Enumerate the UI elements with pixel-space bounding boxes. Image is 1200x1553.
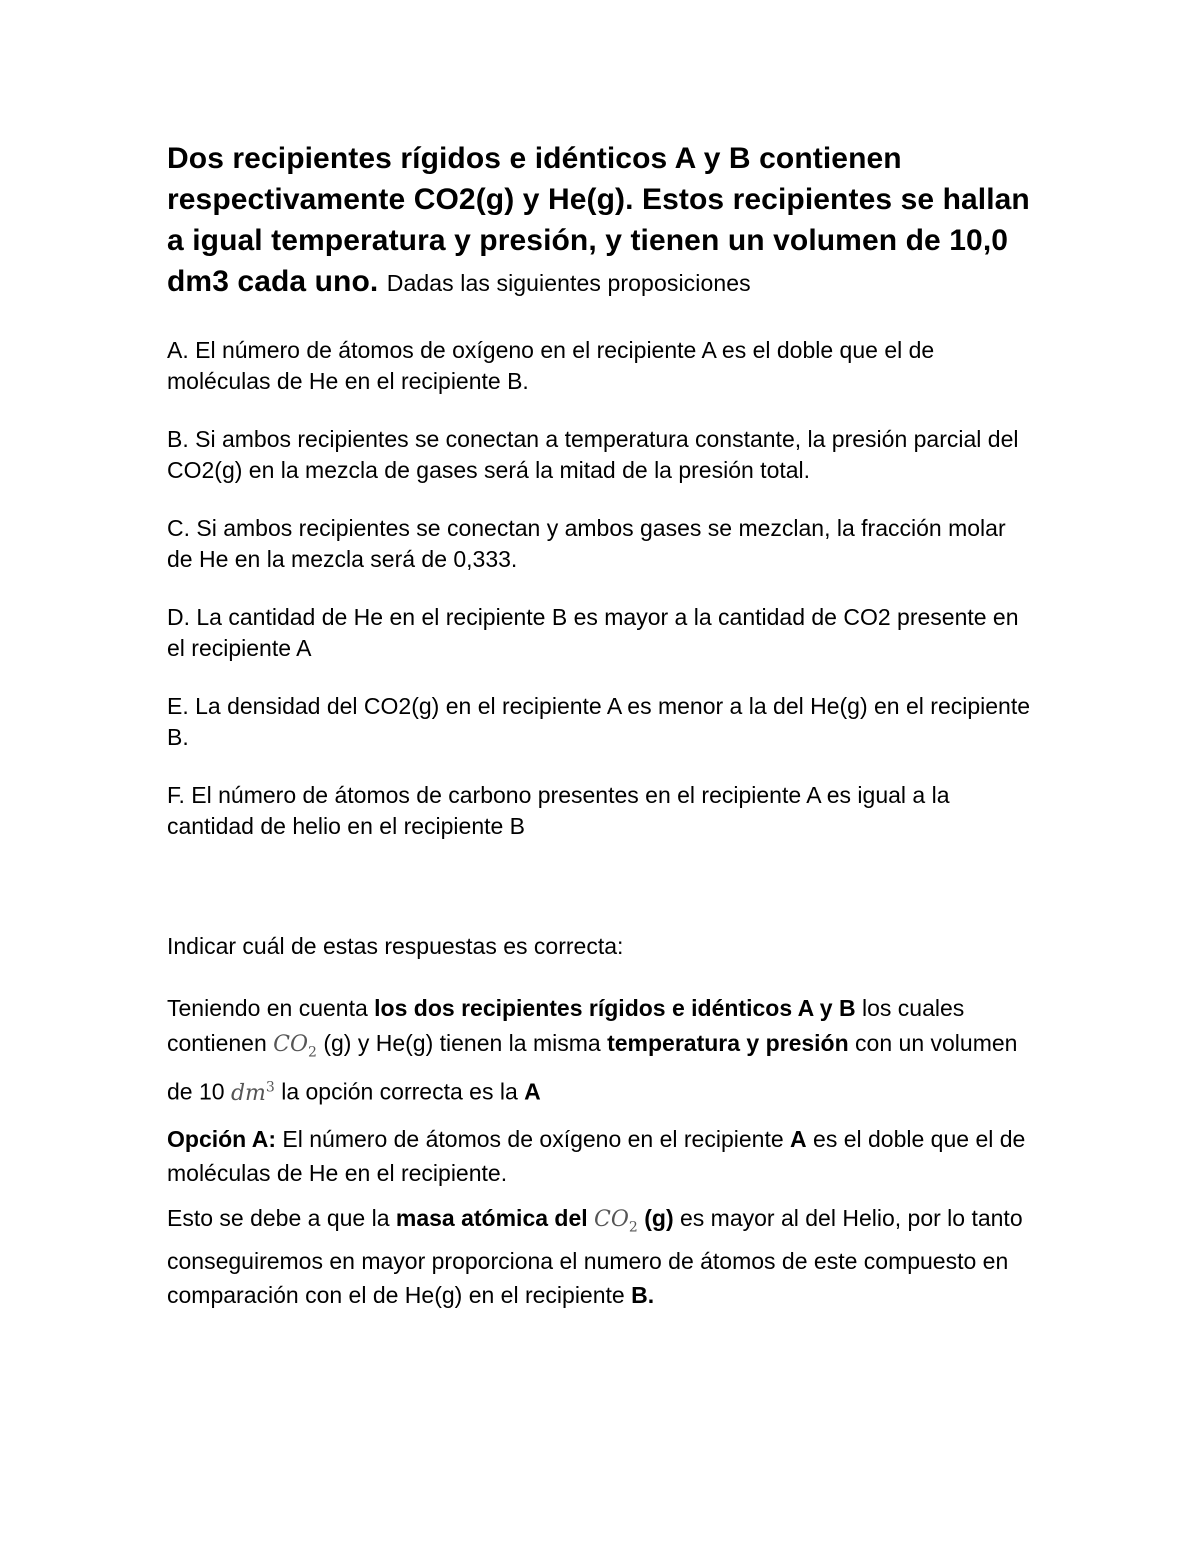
answer-intro-text-5: la opción correcta es la (274, 1078, 525, 1105)
dm3-unit (231, 1081, 275, 1106)
answer-option-bold: A (790, 1125, 807, 1152)
proposition-d: D. La cantidad de He en el recipiente B es mayor a la cantidad de CO2 presente en el recipiente A (167, 604, 1019, 661)
answer-intro-text-4: con un volumen de 10 (167, 1030, 1018, 1105)
co2-formula-base: CO (273, 1032, 309, 1057)
dm3-unit-exponent: 3 (265, 1079, 275, 1096)
answer-intro-text-2: los cuales contienen (167, 995, 965, 1056)
problem-statement (167, 138, 1037, 304)
proposition-a: A. El número de átomos de oxígeno en el recipiente A es el doble que el de moléculas de He en el recipiente B. (167, 337, 935, 394)
document-body (167, 138, 1037, 1312)
proposition-c: C. Si ambos recipientes se conectan y ambos gases se mezclan, la fracción molar de He en la mezcla será de 0,333. (167, 515, 1006, 572)
answer-intro-bold-1: los dos recipientes rígidos e idénticos A y B (374, 995, 856, 1021)
answer-option-label: Opción A: (167, 1125, 277, 1152)
answer-explanation-bold-1: masa atómica del (395, 1204, 595, 1231)
proposition-e: E. La densidad del CO2(g) en el recipiente A es menor a la del He(g) en el recipiente B. (167, 693, 1031, 750)
answer-option (167, 1122, 1037, 1190)
answer-intro-bold-3: A (524, 1078, 541, 1105)
question-prompt: Indicar cuál de estas respuestas es correcta: (167, 933, 624, 959)
answer-explanation-text-1: Esto se debe a que la (167, 1204, 396, 1231)
answer-intro (167, 991, 1037, 1111)
co2-formula-subscript: 2 (308, 1044, 317, 1061)
problem-statement-bold: Dos recipientes rígidos e idénticos A y B contienen respectivamente CO2(g) y He(g). Estos recipientes se hallan a igual temperatura y presión, y tienen un volumen de 10,0 dm3 cada uno. (167, 142, 1030, 298)
proposition-b: B. Si ambos recipientes se conectan a temperatura constante, la presión parcial del CO2(g) en la mezcla de gases será la mitad de la presión total. (167, 426, 1019, 483)
answer-option-text-1: El número de átomos de oxígeno en el recipiente (276, 1125, 791, 1152)
answer-intro-text-1: Teniendo en cuenta (167, 995, 375, 1021)
answer-explanation-bold-3: B. (631, 1282, 655, 1309)
co2-formula-explanation-base: CO (594, 1206, 629, 1232)
answer-explanation (167, 1201, 1037, 1312)
answer-intro-bold-2: temperatura y presión (607, 1030, 849, 1056)
co2-formula-explanation-subscript: 2 (628, 1219, 638, 1236)
co2-formula-explanation (594, 1206, 638, 1236)
problem-statement-tail: Dadas las siguientes proposiciones (386, 270, 751, 296)
answer-explanation-text-2: es mayor al del Helio, por lo tanto conseguiremos en mayor proporciona el numero de átomos de este compuesto en comparación con el de He(g) en el recipiente (167, 1204, 1023, 1309)
answer-explanation-bold-2: (g) (637, 1204, 674, 1231)
dm3-unit-base: dm (230, 1080, 266, 1106)
co2-formula (273, 1032, 317, 1061)
proposition-f: F. El número de átomos de carbono presentes en el recipiente A es igual a la cantidad de helio en el recipiente B (167, 782, 950, 839)
answer-option-text-2: es el doble que el de moléculas de He en el recipiente. (167, 1125, 1026, 1186)
answer-intro-text-3: (g) y He(g) tienen la misma (316, 1030, 608, 1056)
